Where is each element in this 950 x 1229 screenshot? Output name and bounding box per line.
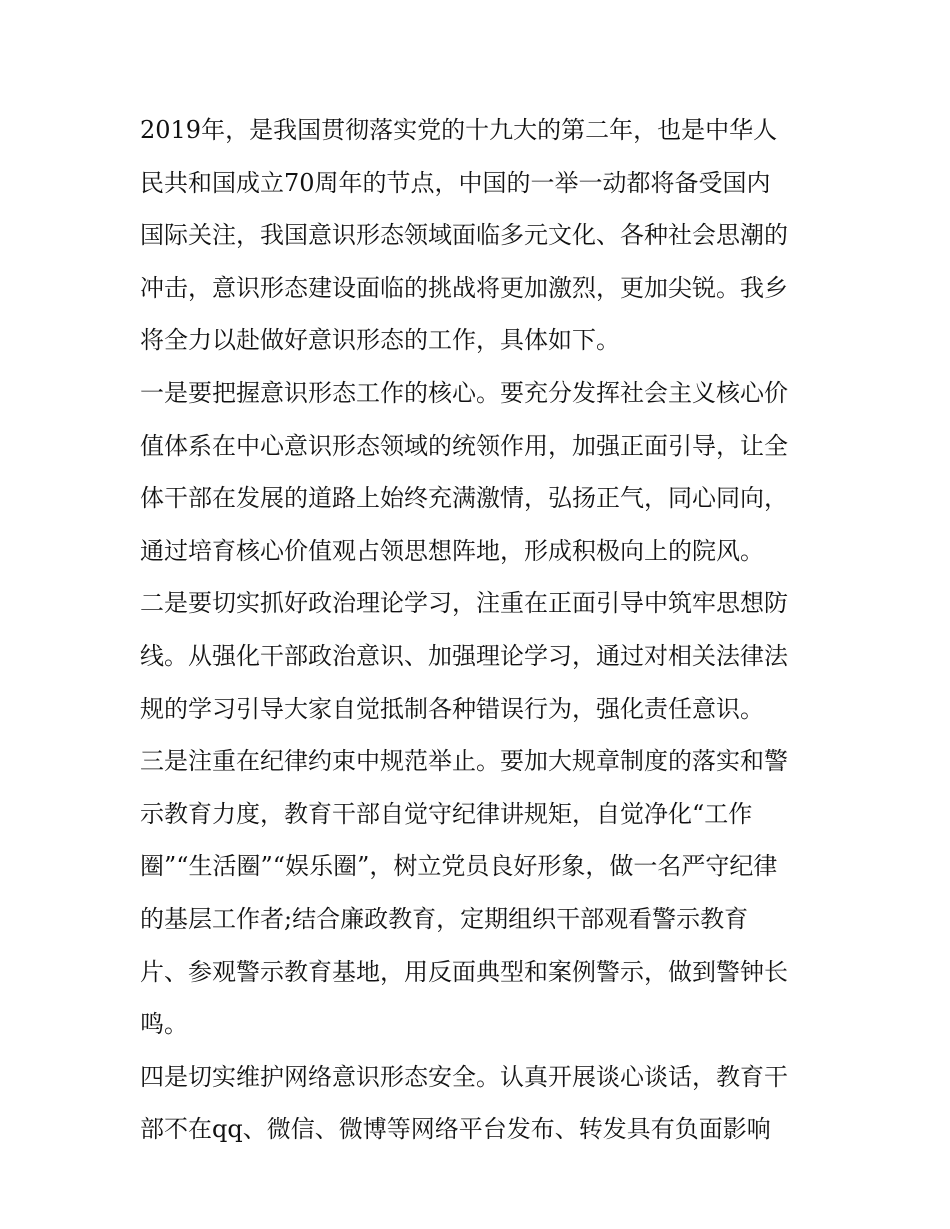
text-line: 部不在qq、微信、微博等网络平台发布、转发具有负面影响: [140, 1115, 771, 1144]
text-line: 将全力以赴做好意识形态的工作，具体如下。: [140, 326, 620, 355]
text-line: 通过培育核心价值观占领思想阵地，形成积极向上的院风。: [140, 536, 764, 565]
text-line: 一是要把握意识形态工作的核心。要充分发挥社会主义核心价: [140, 378, 788, 407]
text-line: 冲击，意识形态建设面临的挑战将更加激烈，更加尖锐。我乡: [140, 273, 788, 302]
text-line: 四是切实维护网络意识形态安全。认真开展谈心谈话，教育干: [140, 1062, 788, 1091]
text-line: 示教育力度，教育干部自觉守纪律讲规矩，自觉净化“工作: [140, 799, 753, 828]
text-line: 二是要切实抓好政治理论学习，注重在正面引导中筑牢思想防: [140, 589, 788, 618]
text-line: 2019年，是我国贯彻落实党的十九大的第二年，也是中华人: [140, 116, 778, 144]
text-line: 值体系在中心意识形态领域的统领作用，加强正面引导，让全: [140, 431, 788, 460]
paragraph-point-one: [140, 367, 820, 577]
text-line: 三是注重在纪律约束中规范举止。要加大规章制度的落实和警: [140, 747, 788, 776]
text-line: 线。从强化干部政治意识、加强理论学习，通过对相关法律法: [140, 641, 788, 670]
text-line: 国际关注，我国意识形态领域面临多元文化、各种社会思潮的: [140, 221, 788, 250]
text-line: 体干部在发展的道路上始终充满激情，弘扬正气，同心同向，: [140, 484, 788, 513]
paragraph-point-four: [140, 1051, 820, 1156]
text-line: 片、参观警示教育基地，用反面典型和案例警示，做到警钟长: [140, 957, 788, 986]
paragraph-point-two: [140, 577, 820, 735]
document-body: [140, 104, 820, 1156]
paragraph-intro: [140, 104, 820, 367]
text-line: 鸣。: [140, 1010, 188, 1039]
text-line: 规的学习引导大家自觉抵制各种错误行为，强化责任意识。: [140, 694, 764, 723]
text-line: 的基层工作者;结合廉政教育，定期组织干部观看警示教育: [140, 904, 749, 933]
paragraph-point-three: [140, 735, 820, 1051]
text-line: 民共和国成立70周年的节点，中国的一举一动都将备受国内: [140, 168, 771, 197]
text-line: 圈”“生活圈”“娱乐圈”，树立党员良好形象，做一名严守纪律: [140, 852, 778, 881]
